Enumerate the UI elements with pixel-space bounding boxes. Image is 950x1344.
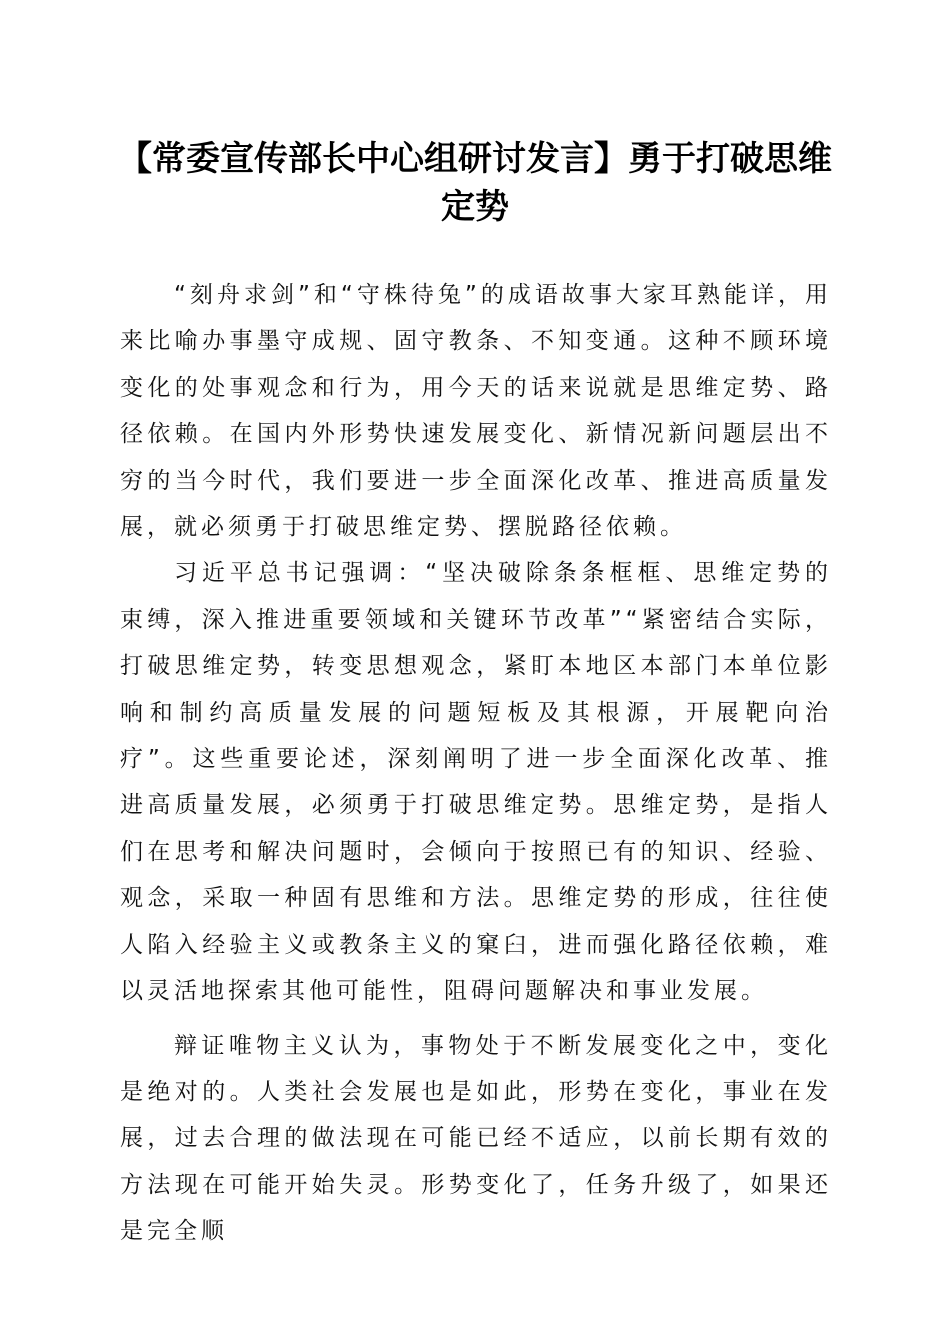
document-title: 【常委宣传部长中心组研讨发言】勇于打破思维定势: [118, 139, 832, 227]
paragraph-1: “刻舟求剑”和“守株待兔”的成语故事大家耳熟能详，用来比喻办事墨守成规、固守教条、不知变通。这种不顾环境变化的处事观念和行为，用今天的话来说就是思维定势、路径依赖。在国内外形势快速发展变化、新情况新问题层出不穷的当今时代，我们要进一步全面深化改革、推进高质量发展，就必须勇于打破思维定势、摆脱路径依赖。: [120, 282, 832, 541]
document-body: [120, 272, 832, 1255]
paragraph-3: 辩证唯物主义认为，事物处于不断发展变化之中，变化是绝对的。人类社会发展也是如此，形势在变化，事业在发展，过去合理的做法现在可能已经不适应，以前长期有效的方法现在可能开始失灵。形势变化了，任务升级了，如果还是完全顺: [120, 1032, 832, 1245]
paragraph-2: 习近平总书记强调：“坚决破除条条框框、思维定势的束缚，深入推进重要领域和关键环节改革”“紧密结合实际，打破思维定势，转变思想观念，紧盯本地区本部门本单位影响和制约高质量发展的问题短板及其根源，开展靶向治疗”。这些重要论述，深刻阐明了进一步全面深化改革、推进高质量发展，必须勇于打破思维定势。思维定势，是指人们在思考和解决问题时，会倾向于按照已有的知识、经验、观念，采取一种固有思维和方法。思维定势的形成，往往使人陷入经验主义或教条主义的窠臼，进而强化路径依赖，难以灵活地探索其他可能性，阻碍问题解决和事业发展。: [120, 560, 832, 1005]
